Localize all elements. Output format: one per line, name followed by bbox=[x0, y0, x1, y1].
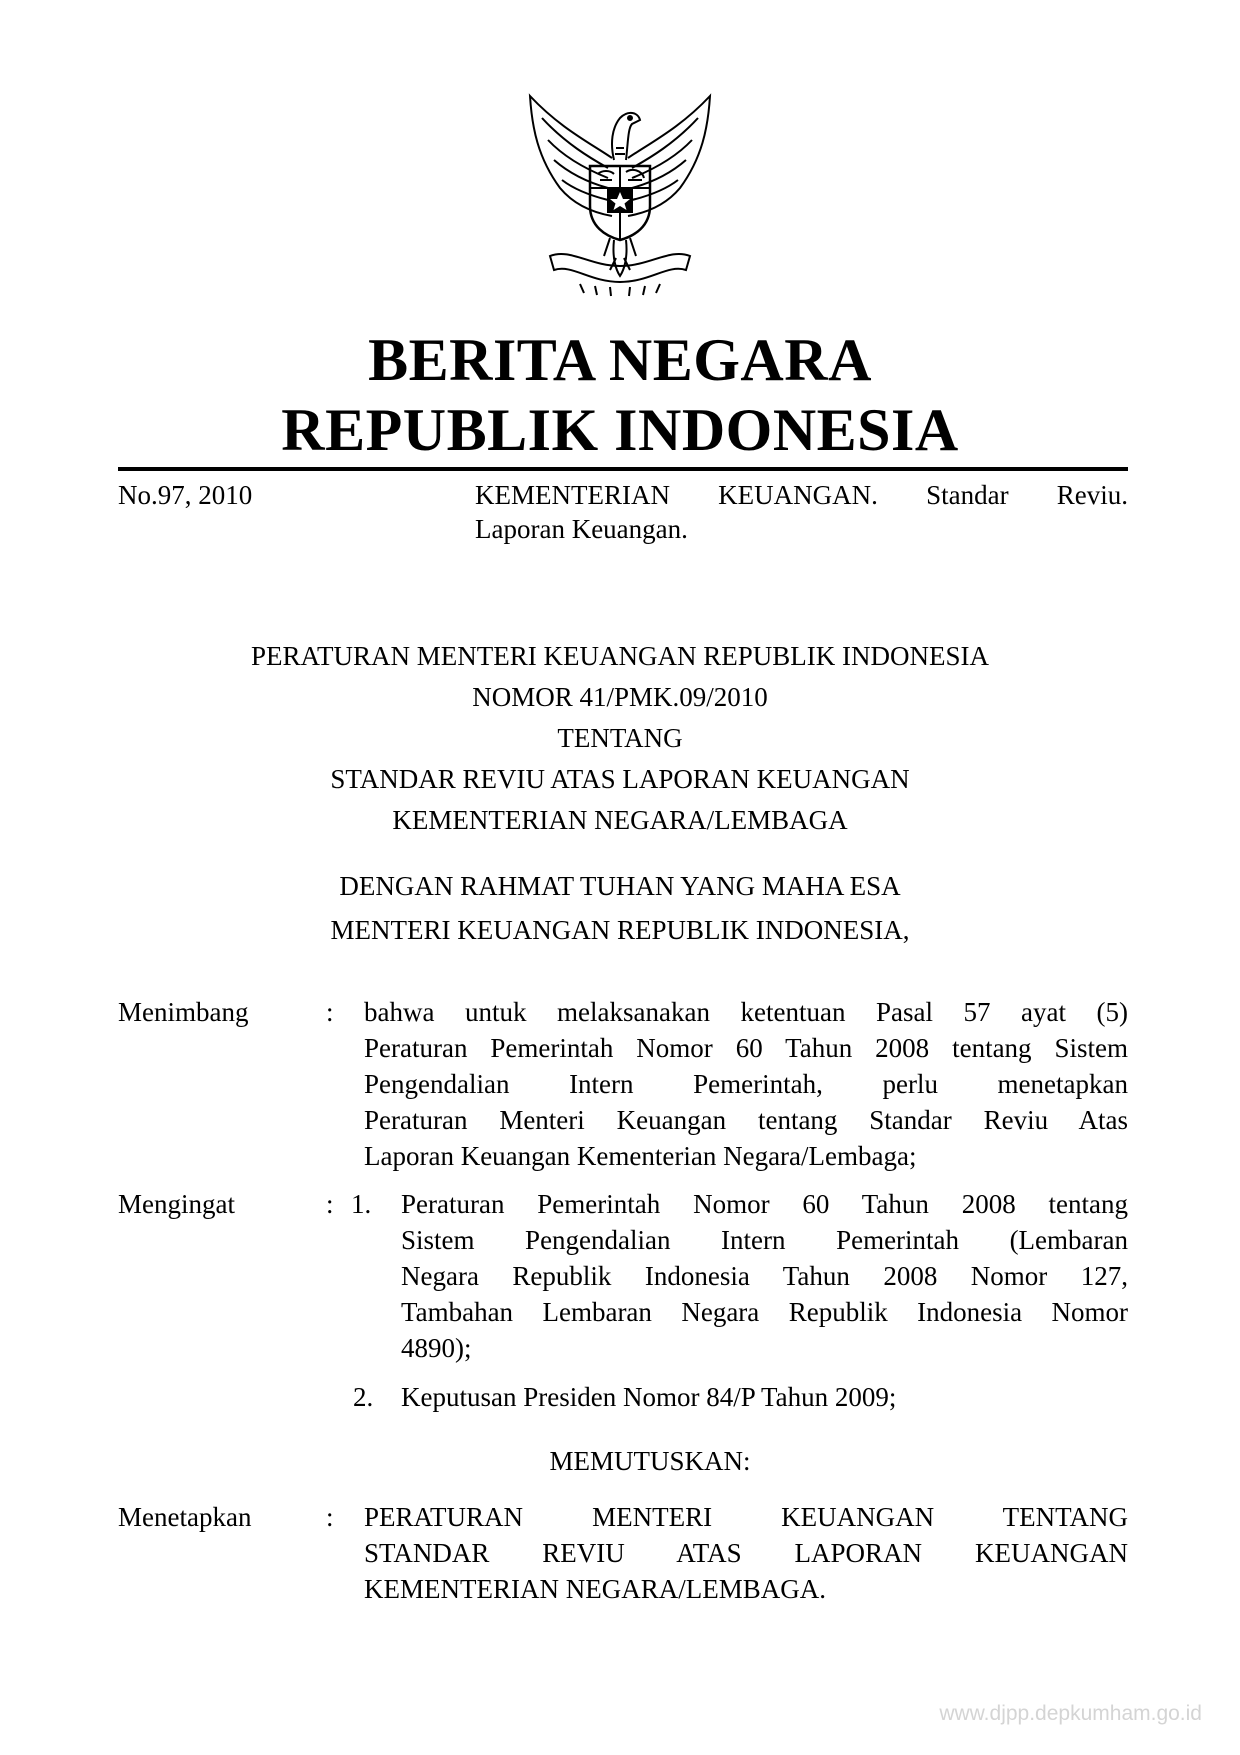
text-line: Pengendalian Intern Pemerintah, perlu menetapkan bbox=[364, 1069, 1128, 1099]
menetapkan-colon: : bbox=[326, 1502, 334, 1532]
mengingat-colon: : bbox=[326, 1189, 334, 1219]
regulation-title-line: KEMENTERIAN NEGARA/LEMBAGA bbox=[392, 805, 848, 835]
menetapkan-text bbox=[364, 1499, 1128, 1607]
text-line: Peraturan Menteri Keuangan tentang Standar Reviu Atas bbox=[364, 1105, 1128, 1135]
text-line: Keputusan Presiden Nomor 84/P Tahun 2009; bbox=[401, 1382, 897, 1412]
invocation bbox=[0, 864, 1240, 952]
regulation-title-line: STANDAR REVIU ATAS LAPORAN KEUANGAN bbox=[330, 764, 910, 794]
text-line: Peraturan Pemerintah Nomor 60 Tahun 2008 tentang bbox=[401, 1189, 1128, 1219]
text-line: 4890); bbox=[401, 1333, 472, 1363]
text-line: bahwa untuk melaksanakan ketentuan Pasal 57 ayat (5) bbox=[364, 997, 1128, 1027]
garuda-pancasila-emblem-icon bbox=[520, 88, 720, 298]
regulation-title bbox=[0, 636, 1240, 841]
text-line: Sistem Pengendalian Intern Pemerintah (Lembaran bbox=[401, 1225, 1128, 1255]
mengingat-item-text bbox=[401, 1186, 1128, 1366]
text-line: Negara Republik Indonesia Tahun 2008 Nomor 127, bbox=[401, 1261, 1128, 1291]
regulation-title-line: PERATURAN MENTERI KEUANGAN REPUBLIK INDONESIA bbox=[251, 641, 989, 671]
gazette-subject-line: Laporan Keuangan. bbox=[475, 514, 688, 544]
menetapkan-label: Menetapkan bbox=[118, 1502, 252, 1532]
text-line: Peraturan Pemerintah Nomor 60 Tahun 2008 tentang Sistem bbox=[364, 1033, 1128, 1063]
gazette-subject bbox=[475, 478, 1128, 546]
invocation-line: DENGAN RAHMAT TUHAN YANG MAHA ESA bbox=[339, 871, 901, 901]
text-line: STANDAR REVIU ATAS LAPORAN KEUANGAN bbox=[364, 1538, 1128, 1568]
invocation-line: MENTERI KEUANGAN REPUBLIK INDONESIA, bbox=[330, 915, 910, 945]
text-line: PERATURAN MENTERI KEUANGAN TENTANG bbox=[364, 1502, 1128, 1532]
decides-heading: MEMUTUSKAN: bbox=[549, 1446, 751, 1476]
mengingat-item-number: 2. bbox=[353, 1382, 374, 1412]
source-watermark: www.djpp.depkumham.go.id bbox=[939, 1702, 1202, 1725]
mengingat-item-number: 1. bbox=[351, 1189, 372, 1219]
text-line: Tambahan Lembaran Negara Republik Indonesia Nomor bbox=[401, 1297, 1128, 1327]
text-line: Laporan Keuangan Kementerian Negara/Lembaga; bbox=[364, 1141, 917, 1171]
regulation-title-line: TENTANG bbox=[557, 723, 683, 753]
masthead-subtitle: REPUBLIK INDONESIA bbox=[281, 397, 959, 463]
menimbang-colon: : bbox=[326, 997, 334, 1027]
masthead-title: BERITA NEGARA bbox=[368, 327, 872, 393]
gazette-subject-line: KEMENTERIAN KEUANGAN. Standar Reviu. bbox=[475, 480, 1128, 510]
masthead-divider bbox=[118, 467, 1128, 471]
text-line: KEMENTERIAN NEGARA/LEMBAGA. bbox=[364, 1574, 826, 1604]
menimbang-text bbox=[364, 994, 1128, 1174]
menimbang-label: Menimbang bbox=[118, 997, 249, 1027]
regulation-number: NOMOR 41/PMK.09/2010 bbox=[472, 682, 768, 712]
mengingat-item-text bbox=[401, 1379, 1128, 1415]
gazette-number: No.97, 2010 bbox=[118, 480, 253, 510]
mengingat-label: Mengingat bbox=[118, 1189, 235, 1219]
